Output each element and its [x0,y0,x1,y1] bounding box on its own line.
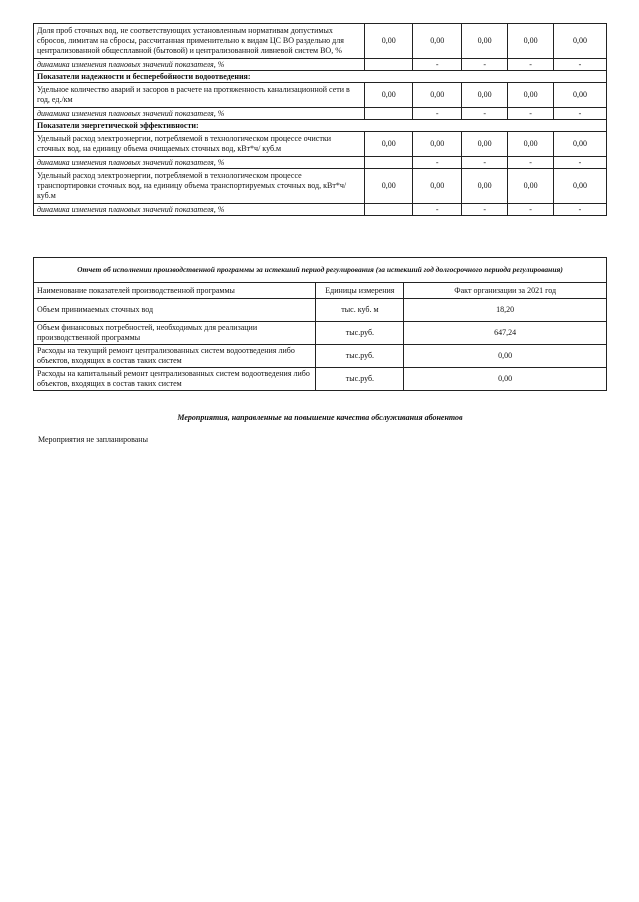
indicator-value [365,157,413,169]
indicator-row [34,83,607,108]
section-row [34,71,607,83]
indicator-label: Удельный расход электроэнергии, потребляемой в технологическом процессе очистки сточных вод, на единицу объема очищаемых сточных вод, кВт*ч/ куб.м [34,132,365,157]
report-name: Расходы на капитальный ремонт централизованных систем водоотведения либо объектов, входящих в состав таких систем [34,368,316,391]
report-name: Объем финансовых потребностей, необходимых для реализации производственной программы [34,322,316,345]
indicator-value: - [508,59,554,71]
indicator-value: - [554,204,607,216]
indicator-value: - [462,108,508,120]
indicator-value: 0,00 [554,24,607,59]
report-row [34,299,607,322]
indicator-value: - [554,157,607,169]
report-row [34,345,607,368]
report-row [34,322,607,345]
dynamics-row [34,108,607,120]
measures-text: Мероприятия не запланированы [38,435,148,444]
indicator-value: - [508,204,554,216]
indicator-row [34,24,607,59]
indicator-label: динамика изменения плановых значений показателя, % [34,59,365,71]
indicator-value: - [508,157,554,169]
report-table [33,257,607,391]
indicator-value: - [462,59,508,71]
section-title: Показатели энергетической эффективности: [34,120,607,132]
report-fact: 0,00 [404,368,607,391]
indicator-value: - [413,157,462,169]
indicator-value: 0,00 [413,132,462,157]
report-fact: 647,24 [404,322,607,345]
indicator-label: динамика изменения плановых значений показателя, % [34,108,365,120]
indicator-row [34,169,607,204]
indicator-value: 0,00 [365,169,413,204]
indicator-value: - [462,157,508,169]
indicator-label: динамика изменения плановых значений показателя, % [34,157,365,169]
indicator-value: 0,00 [508,169,554,204]
report-name: Объем принимаемых сточных вод [34,299,316,322]
indicator-value: 0,00 [508,132,554,157]
indicator-value [365,59,413,71]
measures-title: Мероприятия, направленные на повышение качества обслуживания абонентов [177,413,463,422]
indicator-value: 0,00 [508,24,554,59]
report-row [34,368,607,391]
indicator-value: 0,00 [462,132,508,157]
report-unit: тыс.руб. [316,368,404,391]
report-unit: тыс. куб. м [316,299,404,322]
indicator-row [34,132,607,157]
indicator-value: - [508,108,554,120]
indicator-value: 0,00 [365,24,413,59]
indicator-value: - [554,108,607,120]
header-indicator-name: Наименование показателей производственной программы [34,283,316,299]
indicator-value: - [413,108,462,120]
indicator-value: 0,00 [365,83,413,108]
header-unit: Единицы измерения [316,283,404,299]
indicators-table [33,23,607,216]
indicator-value: 0,00 [413,169,462,204]
header-fact: Факт организации за 2021 год [404,283,607,299]
dynamics-row [34,204,607,216]
indicator-value: 0,00 [365,132,413,157]
report-unit: тыс.руб. [316,345,404,368]
report-fact: 0,00 [404,345,607,368]
indicator-value [365,108,413,120]
indicator-label: Доля проб сточных вод, не соответствующих установленным нормативам допустимых сбросов, лимитам на сбросы, рассчитанная применительно к видам ЦС ВО раздельно для централизованной общесплавной (бытовой) и централизованной ливневой систем ВО, % [34,24,365,59]
indicator-value: 0,00 [508,83,554,108]
indicator-value [365,204,413,216]
report-caption: Отчет об исполнении производственной программы за истекший период регулирования (за истекший год долгосрочного периода регулирования) [34,258,607,283]
indicator-value: 0,00 [554,83,607,108]
indicator-value: 0,00 [462,169,508,204]
indicator-label: Удельный расход электроэнергии, потребляемой в технологическом процессе транспортировки сточных вод, на единицу объема транспортируемых сточных вод, кВт*ч/ куб.м [34,169,365,204]
indicator-value: 0,00 [413,24,462,59]
section-row [34,120,607,132]
report-unit: тыс.руб. [316,322,404,345]
indicator-value: - [413,59,462,71]
indicator-value: 0,00 [554,169,607,204]
section-title: Показатели надежности и бесперебойности водоотведения: [34,71,607,83]
indicator-value: 0,00 [462,24,508,59]
indicator-label: динамика изменения плановых значений показателя, % [34,204,365,216]
dynamics-row [34,157,607,169]
dynamics-row [34,59,607,71]
indicator-value: 0,00 [413,83,462,108]
indicator-value: 0,00 [554,132,607,157]
indicator-value: - [554,59,607,71]
indicator-value: - [413,204,462,216]
indicator-value: - [462,204,508,216]
report-fact: 18,20 [404,299,607,322]
indicator-value: 0,00 [462,83,508,108]
indicator-label: Удельное количество аварий и засоров в расчете на протяженность канализационной сети в год, ед./км [34,83,365,108]
report-name: Расходы на текущий ремонт централизованных систем водоотведения либо объектов, входящих в состав таких систем [34,345,316,368]
